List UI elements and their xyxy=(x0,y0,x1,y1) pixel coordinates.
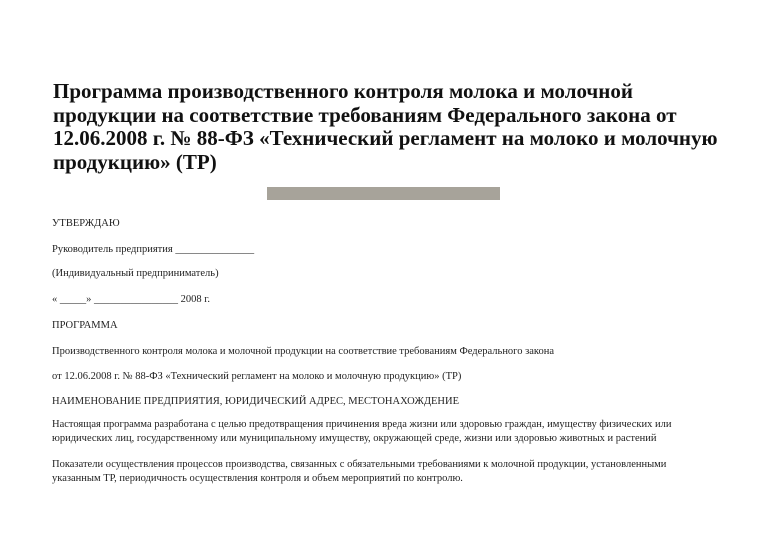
entrepreneur-label: (Индивидуальный предприниматель) xyxy=(52,268,219,279)
program-heading: ПРОГРАММА xyxy=(52,320,118,331)
purpose-paragraph: Настоящая программа разработана с целью предотвращения причинения вреда жизни или здоровью граждан, имуществу физических или юридических лиц, государственному или муниципальному имуществу, окружающей среде, жизни или здоровью животных и растений xyxy=(52,419,672,444)
organization-heading: НАИМЕНОВАНИЕ ПРЕДПРИЯТИЯ, ЮРИДИЧЕСКИЙ АДРЕС, МЕСТОНАХОЖДЕНИЕ xyxy=(52,396,460,407)
program-line-2: от 12.06.2008 г. № 88-ФЗ «Технический регламент на молоко и молочную продукцию» (ТР) xyxy=(52,371,462,382)
head-signature-line: Руководитель предприятия _______________ xyxy=(52,244,255,255)
indicators-paragraph: Показатели осуществления процессов производства, связанных с обязательными требованиями к молочной продукции, установленными указанным ТР, периодичность осуществления контроля и объем мероприятий по контролю. xyxy=(52,459,667,484)
date-line: « _____» ________________ 2008 г. xyxy=(52,294,210,305)
program-line-1: Производственного контроля молока и молочной продукции на соответствие требованиям Федерального закона xyxy=(52,346,555,357)
document-title: Программа производственного контроля молока и молочной продукции на соответствие требованиям Федерального закона от 12.06.2008 г. № 88-ФЗ «Технический регламент на молоко и молочную продукцию» (ТР) xyxy=(53,79,718,174)
title-divider xyxy=(267,187,500,200)
approve-label: УТВЕРЖДАЮ xyxy=(52,218,120,229)
